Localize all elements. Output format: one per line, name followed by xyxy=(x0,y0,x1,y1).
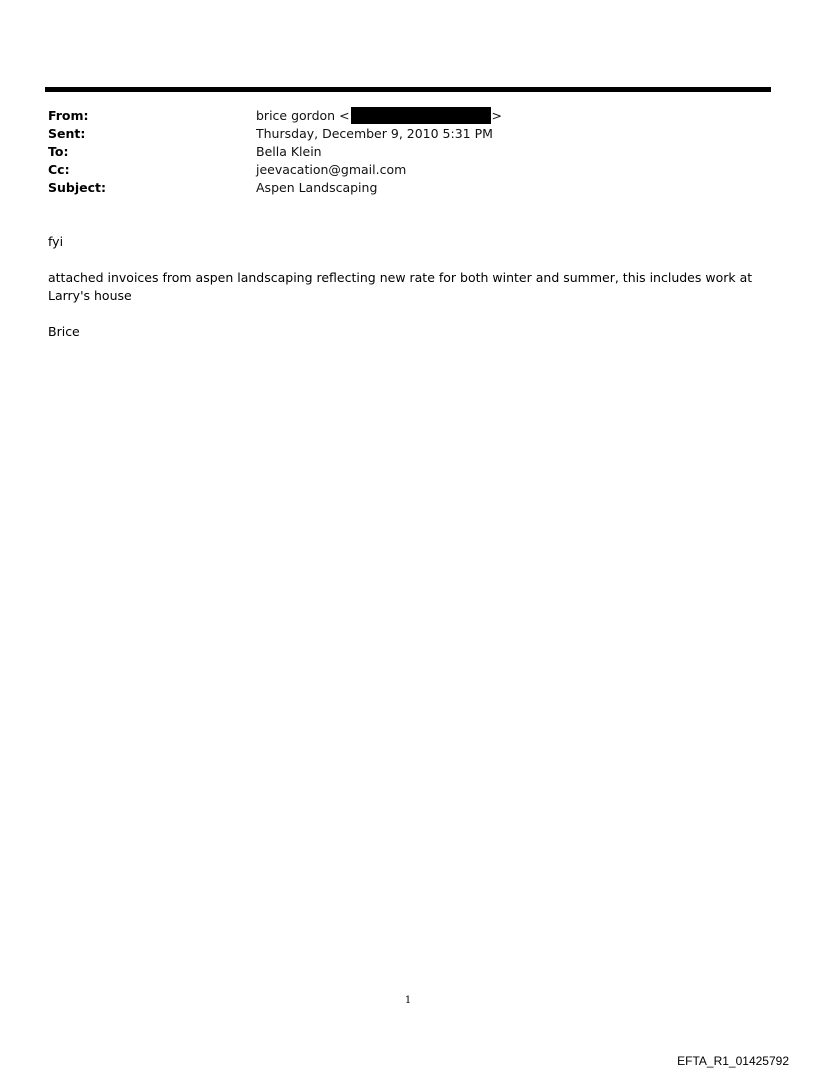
sender-name: brice gordon < xyxy=(256,108,350,123)
subject-row xyxy=(48,179,748,197)
from-row xyxy=(48,107,748,125)
to-label: To: xyxy=(48,144,69,159)
email-signature: Brice xyxy=(48,324,80,339)
cc-value: jeevacation@gmail.com xyxy=(256,162,407,177)
cc-row xyxy=(48,161,748,179)
sender-close: > xyxy=(491,108,503,123)
sent-row xyxy=(48,125,748,143)
page-number: 1 xyxy=(404,995,412,1006)
subject-value: Aspen Landscaping xyxy=(256,180,378,195)
to-row xyxy=(48,143,748,161)
document-id: EFTA_R1_01425792 xyxy=(677,1054,789,1068)
email-greeting: fyi xyxy=(48,234,64,249)
redaction-box xyxy=(351,107,491,124)
sent-value: Thursday, December 9, 2010 5:31 PM xyxy=(256,126,493,141)
subject-label: Subject: xyxy=(48,180,106,195)
from-label: From: xyxy=(48,108,89,123)
header-divider xyxy=(45,87,771,92)
cc-label: Cc: xyxy=(48,162,70,177)
sent-label: Sent: xyxy=(48,126,86,141)
from-value xyxy=(256,107,502,125)
to-value: Bella Klein xyxy=(256,144,322,159)
email-message: attached invoices from aspen landscaping reflecting new rate for both winter and summer, this includes work at Larry's house xyxy=(48,270,753,303)
email-header xyxy=(48,107,748,197)
